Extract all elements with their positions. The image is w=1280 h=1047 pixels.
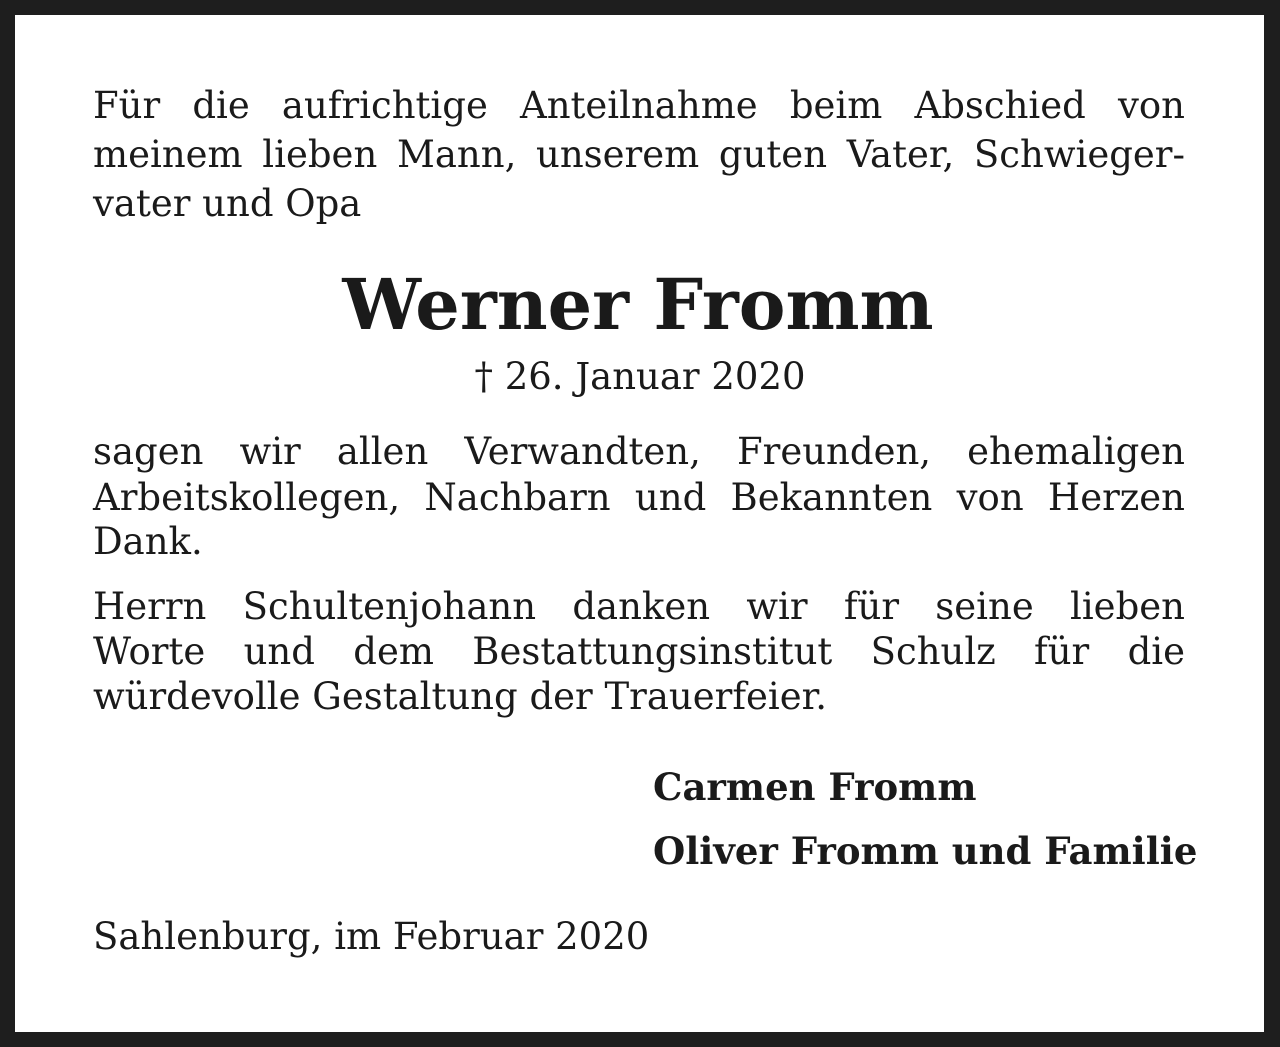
thanks-line-3: Dank. (93, 520, 203, 563)
intro-line-1: Für die aufrichtige Anteilnahme beim Abschied von (93, 84, 1185, 127)
signature-oliver: Oliver Fromm und Familie (653, 829, 1198, 873)
deceased-name: Werner Fromm (342, 263, 934, 346)
death-date: † 26. Januar 2020 (474, 355, 806, 398)
special-thanks-line-1: Herrn Schultenjohann danken wir für seine lieben (93, 585, 1185, 628)
signature-carmen: Carmen Fromm (653, 765, 977, 809)
thanks-line-2: Arbeitskollegen, Nachbarn und Bekannten von Herzen (93, 476, 1185, 519)
intro-line-2: meinem lieben Mann, unserem guten Vater, Schwieger- (93, 133, 1185, 176)
special-thanks-line-2: Worte und dem Bestattungsinstitut Schulz für die (93, 630, 1185, 673)
intro-line-3: vater und Opa (93, 182, 362, 225)
place-date: Sahlenburg, im Februar 2020 (93, 915, 650, 958)
special-thanks-line-3: würdevolle Gestaltung der Trauerfeier. (93, 675, 828, 718)
thanks-line-1: sagen wir allen Verwandten, Freunden, ehemaligen (93, 430, 1185, 473)
